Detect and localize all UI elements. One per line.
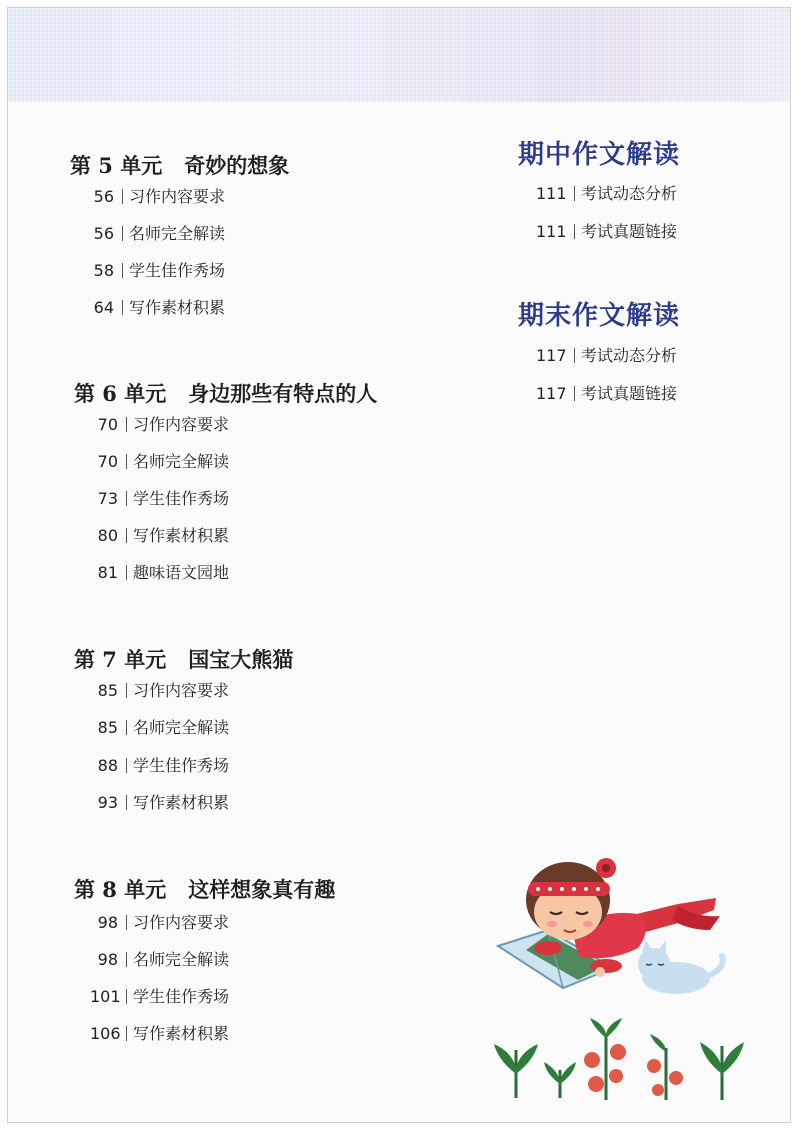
entry-title: 趣味语文园地 xyxy=(133,563,230,582)
unit-label: 第 8 单元 xyxy=(74,877,167,902)
entry-title: 名师完全解读 xyxy=(133,452,230,471)
entry-title: 名师完全解读 xyxy=(133,718,230,737)
page-number: 88 xyxy=(97,756,118,775)
separator xyxy=(126,952,127,967)
entry-title: 习作内容要求 xyxy=(133,913,230,932)
entry-title: 习作内容要求 xyxy=(133,681,230,700)
page-number: 106 xyxy=(90,1024,121,1043)
entry-title: 考试动态分析 xyxy=(581,346,678,365)
unit-name: 这样想象真有趣 xyxy=(188,877,336,902)
entry-title: 学生佳作秀场 xyxy=(133,489,230,508)
toc-entry[interactable] xyxy=(86,259,225,283)
page-number: 58 xyxy=(93,261,114,280)
toc-entry[interactable] xyxy=(90,716,229,740)
toc-entry[interactable] xyxy=(90,450,229,474)
page-number: 111 xyxy=(536,184,567,203)
unit-label: 第 6 单元 xyxy=(74,381,167,406)
unit-heading xyxy=(70,150,289,180)
page-number: 64 xyxy=(93,298,114,317)
toc-entry[interactable] xyxy=(90,679,229,703)
separator xyxy=(574,386,575,401)
toc-entry[interactable] xyxy=(90,561,229,585)
toc-entry[interactable] xyxy=(90,524,229,548)
toc-entry[interactable] xyxy=(90,1022,229,1046)
page-number: 56 xyxy=(93,187,114,206)
separator xyxy=(574,186,575,201)
separator xyxy=(122,300,123,315)
separator xyxy=(126,528,127,543)
toc-entry[interactable] xyxy=(90,487,229,511)
entry-title: 学生佳作秀场 xyxy=(133,756,230,775)
entry-title: 名师完全解读 xyxy=(129,224,226,243)
page-number: 98 xyxy=(97,913,118,932)
toc-entry[interactable] xyxy=(90,985,229,1009)
toc-entry[interactable] xyxy=(536,220,677,244)
toc-entry[interactable] xyxy=(536,382,677,406)
separator xyxy=(126,989,127,1004)
unit-label: 第 7 单元 xyxy=(74,647,167,672)
midterm-heading: 期中作文解读 xyxy=(518,140,681,170)
unit-heading xyxy=(74,378,377,408)
separator xyxy=(126,565,127,580)
entry-title: 考试动态分析 xyxy=(581,184,678,203)
unit-heading xyxy=(74,644,293,674)
page-number: 73 xyxy=(97,489,118,508)
toc-entry[interactable] xyxy=(90,413,229,437)
separator xyxy=(126,720,127,735)
entry-title: 学生佳作秀场 xyxy=(133,987,230,1006)
page-number: 117 xyxy=(536,384,567,403)
page-number: 101 xyxy=(90,987,121,1006)
toc-entry[interactable] xyxy=(90,754,229,778)
page-number: 98 xyxy=(97,950,118,969)
separator xyxy=(126,1026,127,1041)
page-number: 117 xyxy=(536,346,567,365)
separator xyxy=(122,189,123,204)
entry-title: 习作内容要求 xyxy=(129,187,226,206)
separator xyxy=(126,915,127,930)
page-number: 70 xyxy=(97,452,118,471)
unit-name: 奇妙的想象 xyxy=(184,153,290,178)
separator xyxy=(126,491,127,506)
entry-title: 学生佳作秀场 xyxy=(129,261,226,280)
separator xyxy=(122,263,123,278)
entry-title: 写作素材积累 xyxy=(129,298,226,317)
page-number: 111 xyxy=(536,222,567,241)
entry-title: 写作素材积累 xyxy=(133,793,230,812)
toc-entry[interactable] xyxy=(86,296,225,320)
separator xyxy=(126,758,127,773)
entry-title: 名师完全解读 xyxy=(133,950,230,969)
page-number: 85 xyxy=(97,718,118,737)
separator xyxy=(122,226,123,241)
separator xyxy=(126,683,127,698)
plants-icon xyxy=(494,1018,744,1100)
girl-reading-illustration-icon xyxy=(478,838,758,1108)
final-exam-heading: 期末作文解读 xyxy=(518,301,681,331)
separator xyxy=(574,348,575,363)
entry-title: 考试真题链接 xyxy=(581,384,678,403)
header-band xyxy=(8,8,790,102)
unit-name: 身边那些有特点的人 xyxy=(188,381,378,406)
page-number: 80 xyxy=(97,526,118,545)
entry-title: 考试真题链接 xyxy=(581,222,678,241)
entry-title: 习作内容要求 xyxy=(133,415,230,434)
unit-name: 国宝大熊猫 xyxy=(188,647,294,672)
separator xyxy=(126,795,127,810)
toc-entry[interactable] xyxy=(90,791,229,815)
toc-entry[interactable] xyxy=(536,344,677,368)
toc-entry[interactable] xyxy=(90,911,229,935)
page-number: 93 xyxy=(97,793,118,812)
separator xyxy=(126,454,127,469)
unit-label: 第 5 单元 xyxy=(70,153,163,178)
entry-title: 写作素材积累 xyxy=(133,1024,230,1043)
separator xyxy=(574,224,575,239)
page xyxy=(8,8,790,1122)
page-number: 70 xyxy=(97,415,118,434)
cat-icon xyxy=(638,940,723,994)
entry-title: 写作素材积累 xyxy=(133,526,230,545)
toc-entry[interactable] xyxy=(90,948,229,972)
toc-entry[interactable] xyxy=(86,222,225,246)
page-number: 56 xyxy=(93,224,114,243)
unit-heading xyxy=(74,874,335,904)
page-number: 81 xyxy=(97,563,118,582)
separator xyxy=(126,417,127,432)
toc-entry[interactable] xyxy=(536,182,677,206)
toc-entry[interactable] xyxy=(86,185,225,209)
page-number: 85 xyxy=(97,681,118,700)
